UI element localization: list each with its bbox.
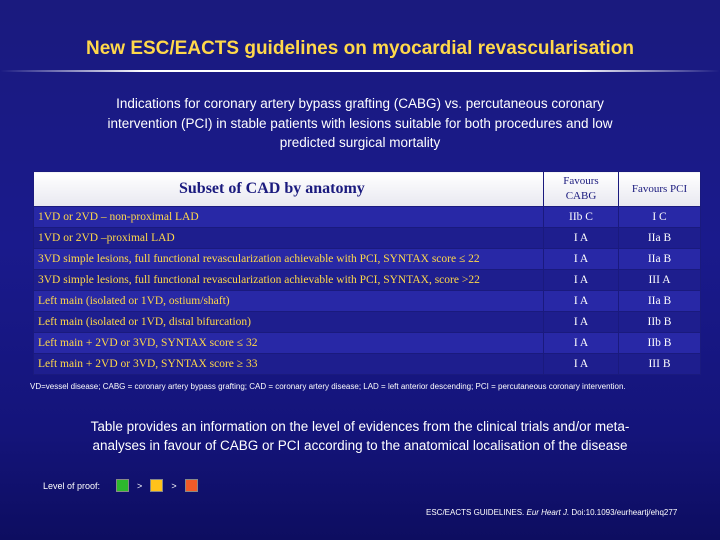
row-pci-level: IIa B (619, 291, 701, 312)
row-cabg-level: I A (544, 228, 619, 249)
subtitle-line-3: predicted surgical mortality (279, 135, 441, 150)
row-cabg-level: I A (544, 333, 619, 354)
row-indication: Left main (isolated or 1VD, ostium/shaft) (34, 291, 544, 312)
orange-swatch (185, 479, 198, 492)
header-cabg-line-1: Favours (563, 175, 599, 187)
citation-journal: Eur Heart J. (526, 508, 570, 517)
table-row (34, 249, 701, 270)
row-pci-level: IIb B (619, 312, 701, 333)
note-line-2: analyses in favour of CABG or PCI according to the anatomical localisation of the disease (92, 438, 628, 453)
row-indication: Left main + 2VD or 3VD, SYNTAX score ≥ 33 (34, 354, 544, 375)
row-cabg-level: I A (544, 270, 619, 291)
green-swatch (116, 479, 129, 492)
row-cabg-level: I A (544, 291, 619, 312)
level-of-proof-legend (43, 479, 198, 492)
table-row (34, 207, 701, 228)
greater-than-1: > (137, 480, 143, 491)
table-header-row (34, 172, 701, 207)
table-row (34, 291, 701, 312)
header-subset: Subset of CAD by anatomy (34, 172, 544, 207)
citation (426, 508, 677, 517)
row-cabg-level: IIb C (544, 207, 619, 228)
subtitle-line-2: intervention (PCI) in stable patients with lesions suitable for both procedures and low (107, 115, 613, 131)
row-pci-level: IIb B (619, 333, 701, 354)
row-cabg-level: I A (544, 249, 619, 270)
table-row (34, 228, 701, 249)
abbreviations-footnote: VD=vessel disease; CABG = coronary artery bypass grafting; CAD = coronary artery disease; LAD = left anterior descending; PCI = percutaneous coronary intervention. (30, 382, 626, 391)
table-row (34, 270, 701, 291)
row-indication: Left main (isolated or 1VD, distal bifurcation) (34, 312, 544, 333)
slide-subtitle (20, 94, 700, 153)
row-pci-level: III B (619, 354, 701, 375)
header-favours-pci: Favours PCI (619, 172, 701, 207)
subtitle-line-1: Indications for coronary artery bypass grafting (CABG) vs. percutaneous coronary (116, 96, 604, 111)
row-indication: Left main + 2VD or 3VD, SYNTAX score ≤ 32 (34, 333, 544, 354)
row-cabg-level: I A (544, 354, 619, 375)
header-favours-cabg (544, 172, 619, 207)
row-indication: 1VD or 2VD –proximal LAD (34, 228, 544, 249)
table-row (34, 354, 701, 375)
citation-doi: Doi:10.1093/eurheartj/ehq277 (571, 508, 678, 517)
table-row (34, 333, 701, 354)
row-cabg-level: I A (544, 312, 619, 333)
level-of-proof-label: Level of proof: (43, 480, 101, 491)
header-cabg-line-2: CABG (565, 190, 597, 202)
row-pci-level: III A (619, 270, 701, 291)
row-indication: 3VD simple lesions, full functional revascularization achievable with PCI, SYNTAX, score >22 (34, 270, 544, 291)
row-pci-level: IIa B (619, 228, 701, 249)
citation-prefix: ESC/EACTS GUIDELINES. (426, 508, 525, 517)
slide-title: New ESC/EACTS guidelines on myocardial revascularisation (85, 38, 634, 59)
row-pci-level: I C (619, 207, 701, 228)
row-indication: 3VD simple lesions, full functional revascularization achievable with PCI, SYNTAX score ≤ 22 (34, 249, 544, 270)
explanatory-note (30, 417, 690, 455)
title-divider (0, 70, 720, 72)
note-line-1: Table provides an information on the level of evidences from the clinical trials and/or meta- (90, 419, 630, 434)
table-row (34, 312, 701, 333)
indications-table (33, 171, 701, 375)
row-indication: 1VD or 2VD – non-proximal LAD (34, 207, 544, 228)
yellow-swatch (150, 479, 163, 492)
row-pci-level: IIa B (619, 249, 701, 270)
greater-than-2: > (171, 480, 177, 491)
